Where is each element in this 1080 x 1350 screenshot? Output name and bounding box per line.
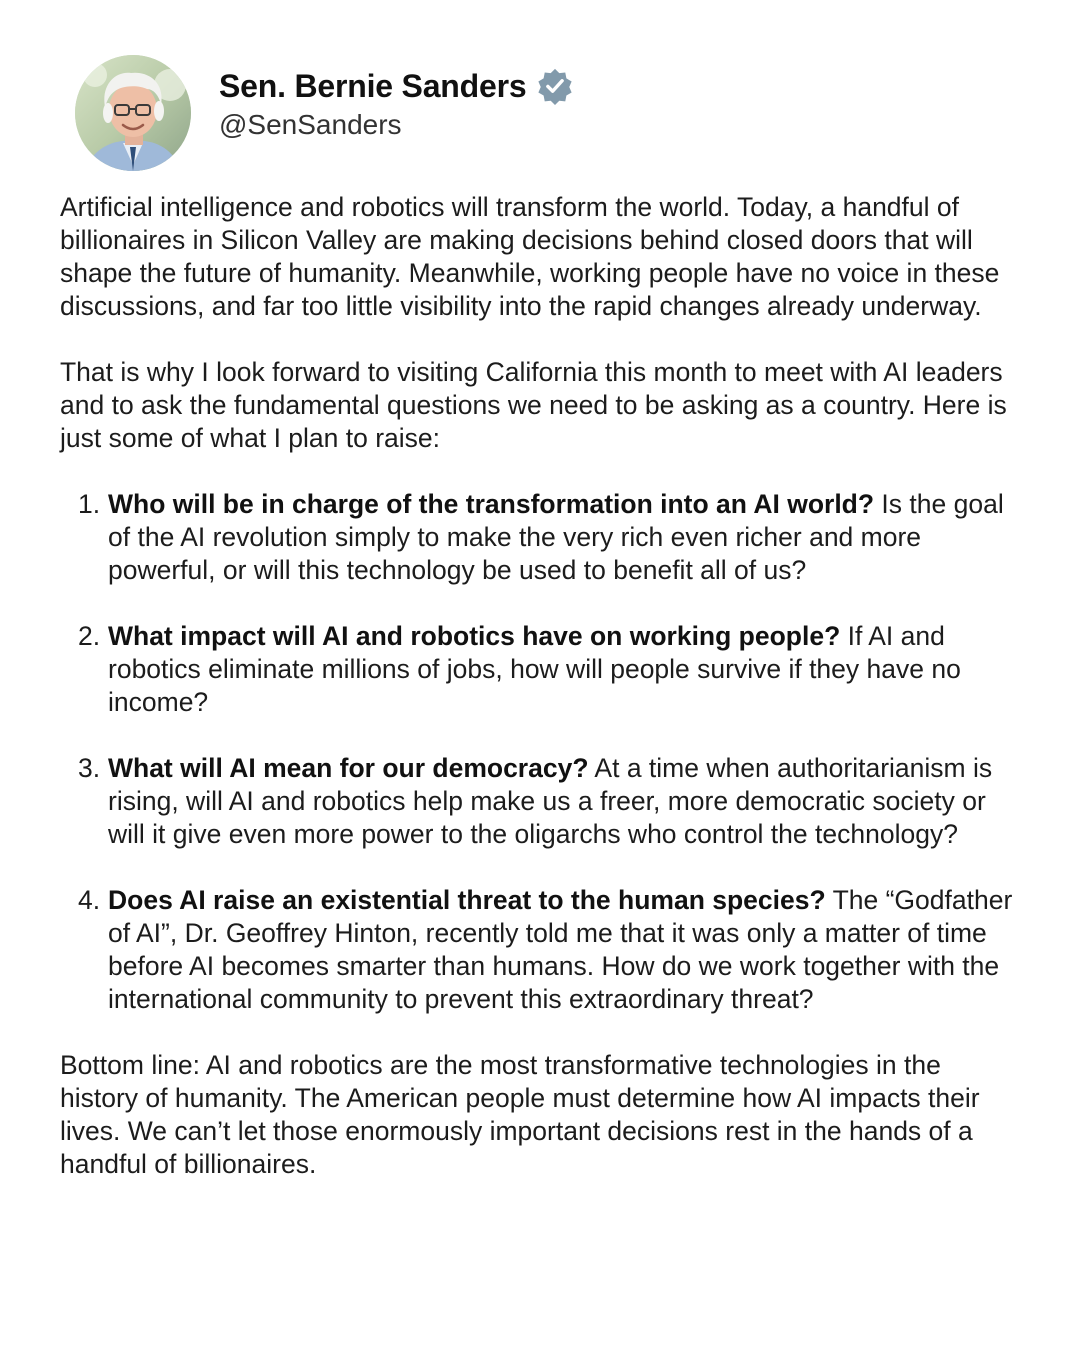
closing-paragraph: Bottom line: AI and robotics are the most transformative technologies in the history of humanity. The American people must determine how AI impacts their lives. We can’t let those enormously important decisions rest in the hands of a handful of billionaires. (60, 1050, 980, 1179)
question-text: The “Godfather of AI”, Dr. Geoffrey Hinton, recently told me that it was only a matter of time before AI becomes smarter than humans. How do we work together with the international community to prevent this extraordinary threat? (108, 885, 1013, 1014)
name-row (219, 67, 574, 105)
list-number: 3. (78, 753, 101, 783)
question-list (60, 488, 1025, 1016)
question-text: Is the goal of the AI revolution simply to make the very rich even richer and more powerful, or will this technology be used to benefit all of us? (108, 489, 1004, 585)
list-item (60, 752, 1025, 851)
author-identity (219, 67, 574, 143)
intro-paragraph: That is why I look forward to visiting California this month to meet with AI leaders and to ask the fundamental questions we need to be asking as a country. Here is just some of what I plan to raise: (60, 357, 1007, 453)
question-heading: Who will be in charge of the transformation into an AI world? (108, 489, 875, 519)
list-item (60, 884, 1025, 1016)
display-name[interactable]: Sen. Bernie Sanders (219, 68, 527, 104)
question-heading: Does AI raise an existential threat to the human species? (108, 885, 826, 915)
list-number: 2. (78, 621, 101, 651)
avatar[interactable] (75, 55, 191, 171)
list-number: 1. (78, 489, 101, 519)
user-handle[interactable]: @SenSanders (219, 109, 402, 140)
question-text: If AI and robotics eliminate millions of jobs, how will people survive if they have no income? (108, 621, 961, 717)
verified-badge-icon (536, 67, 574, 105)
list-item (60, 620, 1025, 719)
list-number: 4. (78, 885, 101, 915)
list-item (60, 488, 1025, 587)
question-text: At a time when authoritarianism is rising, will AI and robotics help make us a freer, more democratic society or will it give even more power to the oligarchs who control the technology? (108, 753, 993, 849)
post-header (75, 55, 574, 171)
question-heading: What impact will AI and robotics have on working people? (108, 621, 841, 651)
profile-photo (75, 55, 191, 171)
post-body (60, 191, 1025, 1214)
intro-paragraph: Artificial intelligence and robotics will transform the world. Today, a handful of billionaires in Silicon Valley are making decisions behind closed doors that will shape the future of humanity. Meanwhile, working people have no voice in these discussions, and far too little visibility into the rapid changes already underway. (60, 192, 1000, 321)
question-heading: What will AI mean for our democracy? (108, 753, 589, 783)
